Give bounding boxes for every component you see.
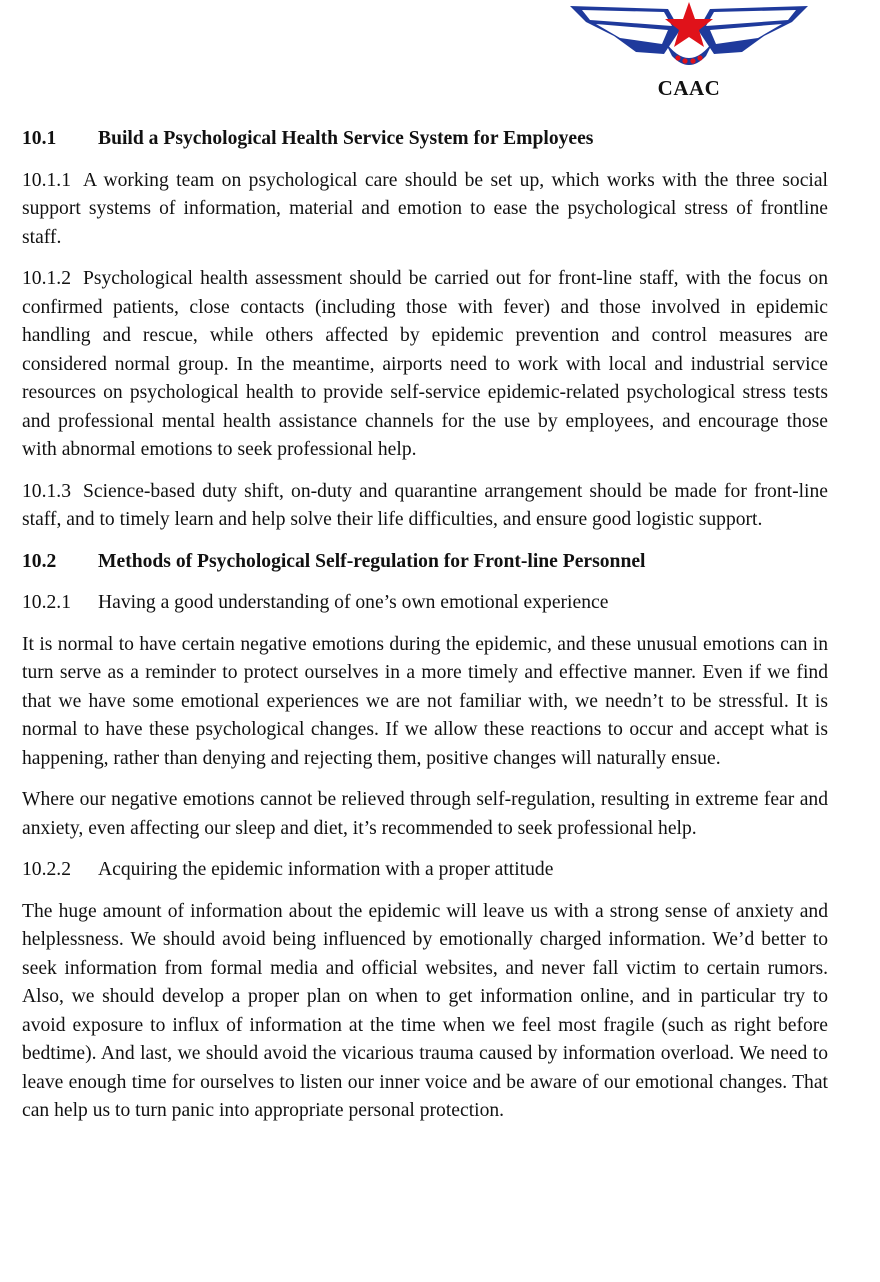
paragraph-text: Psychological health assessment should be carried out for front-line staff, with the focus on confirmed patients, close contacts (including those with fever) and those involved in epidemic handling and rescue, while others affected by epidemic prevention and control measures are considered normal group. In the meantime, airports need to work with local and industrial service resources on psychological health to provide self-service epidemic-related psychological stress tests and professional mental health assistance channels for the use by employees, and encourage those with abnormal emotions to seek professional help. bbox=[22, 268, 828, 460]
subsection-number: 10.2.2 bbox=[22, 859, 71, 880]
section-title: Methods of Psychological Self-regulation for Front-line Personnel bbox=[98, 550, 646, 572]
section-title: Build a Psychological Health Service System for Employees bbox=[98, 128, 594, 149]
subsection-title: Acquiring the epidemic information with a proper attitude bbox=[98, 859, 554, 880]
document-body bbox=[22, 125, 828, 1139]
section-number: 10.1 bbox=[22, 128, 57, 149]
paragraph-number: 10.1.3 bbox=[22, 480, 71, 502]
subsection-heading-10-2-1 bbox=[22, 589, 828, 618]
paragraph-10-1-1 bbox=[22, 167, 828, 253]
section-number: 10.2 bbox=[22, 550, 57, 572]
logo-text: CAAC bbox=[657, 76, 721, 100]
subsection-heading-10-2-2 bbox=[22, 856, 828, 885]
subsection-title: Having a good understanding of one’s own emotional experience bbox=[98, 592, 609, 613]
paragraph-10-2-2-a: The huge amount of information about the epidemic will leave us with a strong sense of anxiety and helplessness. We should avoid being influenced by emotionally charged information. We’d better to seek information from formal media and official websites, and never fall victim to certain rumors. Also, we should develop a proper plan on when to get information online, and in particular try to avoid exposure to influx of information at the time when we feel most fragile (such as right before bedtime). And last, we should avoid the vicarious trauma caused by information overload. We need to leave enough time for ourselves to listen our inner voice and be aware of our emotional changes. That can help us to turn panic into appropriate personal protection. bbox=[22, 900, 828, 1121]
paragraph-10-1-2 bbox=[22, 265, 828, 465]
section-heading-10-2 bbox=[22, 548, 828, 577]
paragraph-10-2-1-b: Where our negative emotions cannot be relieved through self-regulation, resulting in extreme fear and anxiety, even affecting our sleep and diet, it’s recommended to seek professional help. bbox=[22, 789, 828, 839]
paragraph-10-1-3 bbox=[22, 478, 828, 535]
section-heading-10-1 bbox=[22, 125, 828, 154]
paragraph-number: 10.1.1 bbox=[22, 169, 71, 191]
caac-logo bbox=[568, 0, 810, 102]
paragraph-text: Science-based duty shift, on-duty and quarantine arrangement should be made for front-line staff, and to timely learn and help solve their life difficulties, and ensure good logistic support. bbox=[22, 480, 828, 530]
caac-wings-star-icon bbox=[568, 0, 810, 80]
paragraph-10-2-1-a: It is normal to have certain negative emotions during the epidemic, and these unusual emotions can in turn serve as a reminder to protect ourselves in a more timely and effective manner. Even if we find that we have some emotional experiences we are not familiar with, we needn’t to be stressful. It is normal to have these psychological changes. If we allow these reactions to occur and accept what is happening, rather than denying and rejecting them, positive changes will naturally ensue. bbox=[22, 633, 828, 769]
paragraph-text: A working team on psychological care should be set up, which works with the three social support systems of information, material and emotion to ease the psychological stress of frontline staff. bbox=[22, 169, 828, 248]
subsection-number: 10.2.1 bbox=[22, 592, 71, 613]
paragraph-number: 10.1.2 bbox=[22, 268, 71, 289]
